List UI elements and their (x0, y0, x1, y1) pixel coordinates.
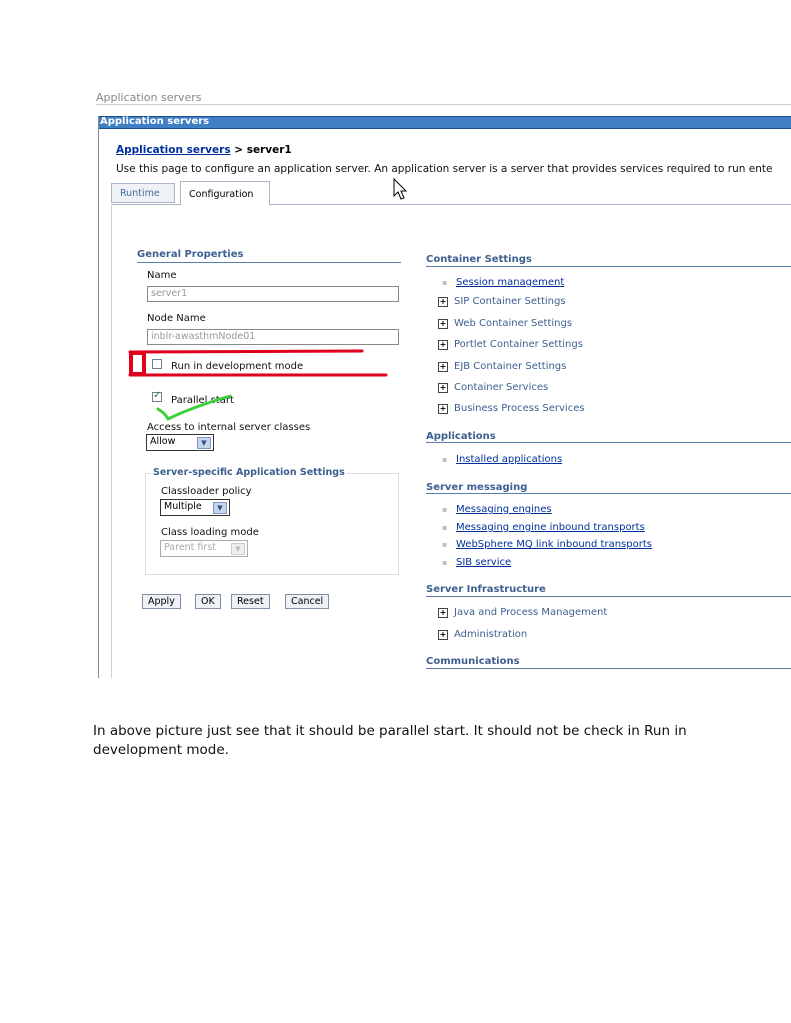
section-divider (96, 104, 791, 105)
session-management-link[interactable]: Session management (456, 277, 565, 288)
chevron-down-icon: ▼ (231, 543, 245, 555)
panel-titlebar (99, 116, 791, 129)
installed-applications-link[interactable]: Installed applications (456, 454, 563, 465)
access-internal-classes-value: Allow (150, 436, 176, 447)
messaging-engines-link[interactable]: Messaging engines (456, 504, 552, 515)
expand-icon[interactable]: + (439, 297, 447, 306)
breadcrumb-current: > server1 (234, 144, 292, 156)
name-field[interactable]: server1 (147, 286, 399, 302)
general-properties-rule (137, 262, 401, 263)
class-loading-mode-label: Class loading mode (161, 527, 259, 538)
expand-icon[interactable]: + (439, 608, 447, 617)
node-name-label: Node Name (147, 313, 206, 324)
ok-button[interactable]: OK (195, 594, 221, 609)
page-description: Use this page to configure an application server. An application server is a server that provides services required to run ente (116, 163, 773, 175)
applications-rule (426, 442, 791, 443)
classloader-policy-select[interactable] (160, 499, 230, 516)
applications-heading: Applications (426, 431, 496, 442)
admin-console-panel: Application servers Application servers > server1 Use this page to configure an application server. An application server is a server that provides services required to run ente Runtime Configuration General Properties Name server1 Node Name inblr-awasthmNode01 Run in development mode ✓ Parallel start Access to internal server classes Allow ▼ Server-specific Application Settings Classloader policy Multiple ▼ Class loading mode Parent first ▼ Apply OK Reset Cancel Container Settings ▪ Session management + SIP Container Settings + Web Container Settings + Portlet Container Settings + EJB Container Settings + Container Services + Business Process Services Applications ▪ Installed applications Server messaging ▪ Messaging engines ▪ Messaging engine inbound transports ▪ WebSphere MQ link inbound transports ▪ SIB service Server Infrastructure + Java and Process Management + Administration Communications (98, 116, 791, 678)
bullet-icon: ▪ (442, 523, 448, 532)
chevron-down-icon: ▼ (197, 437, 211, 449)
expand-icon[interactable]: + (439, 362, 447, 371)
access-internal-classes-select[interactable] (146, 434, 214, 451)
sib-service-link[interactable]: SIB service (456, 557, 512, 568)
expand-icon[interactable]: + (439, 340, 447, 349)
breadcrumb (116, 144, 292, 156)
websphere-mq-link-inbound-transports-link[interactable]: WebSphere MQ link inbound transports (456, 539, 652, 550)
reset-button[interactable]: Reset (231, 594, 270, 609)
apply-button[interactable]: Apply (142, 594, 181, 609)
server-messaging-rule (426, 493, 791, 494)
class-loading-mode-value: Parent first (164, 542, 216, 553)
expand-icon[interactable]: + (439, 319, 447, 328)
classloader-policy-value: Multiple (164, 501, 202, 512)
parallel-start-checkbox[interactable] (152, 392, 162, 402)
server-messaging-heading: Server messaging (426, 482, 528, 493)
container-settings-rule (426, 266, 791, 267)
expand-icon[interactable]: + (439, 630, 447, 639)
server-specific-settings-title: Server-specific Application Settings (153, 467, 345, 478)
general-properties-heading: General Properties (137, 249, 244, 260)
parallel-start-label: Parallel start (171, 395, 234, 406)
server-infrastructure-rule (426, 596, 791, 597)
class-loading-mode-select (160, 540, 248, 557)
expand-icon[interactable]: + (439, 383, 447, 392)
server-infrastructure-heading: Server Infrastructure (426, 584, 546, 595)
bullet-icon: ▪ (442, 505, 448, 514)
communications-rule (426, 668, 791, 669)
caption-text: In above picture just see that it should be parallel start. It should not be check in Run in development mode. (93, 723, 687, 758)
development-mode-checkbox[interactable] (152, 359, 162, 369)
expand-icon[interactable]: + (439, 404, 447, 413)
bullet-icon: ▪ (442, 540, 448, 549)
classloader-policy-label: Classloader policy (161, 486, 252, 497)
page-section-label: Application servers (96, 91, 202, 104)
panel-title: Application servers (100, 116, 210, 127)
bullet-icon: ▪ (442, 278, 448, 287)
tab-runtime[interactable]: Runtime (111, 183, 175, 203)
access-internal-classes-label: Access to internal server classes (147, 422, 311, 433)
cancel-button[interactable]: Cancel (285, 594, 329, 609)
breadcrumb-link-application-servers[interactable]: Application servers (116, 144, 231, 156)
development-mode-label: Run in development mode (171, 361, 304, 372)
bullet-icon: ▪ (442, 455, 448, 464)
content-border (111, 204, 112, 678)
node-name-field[interactable]: inblr-awasthmNode01 (147, 329, 399, 345)
container-settings-heading: Container Settings (426, 254, 532, 265)
bullet-icon: ▪ (442, 558, 448, 567)
chevron-down-icon: ▼ (213, 502, 227, 514)
messaging-engine-inbound-transports-link[interactable]: Messaging engine inbound transports (456, 522, 645, 533)
tab-configuration[interactable]: Configuration (180, 181, 270, 205)
name-label: Name (147, 270, 177, 281)
communications-heading: Communications (426, 656, 520, 667)
